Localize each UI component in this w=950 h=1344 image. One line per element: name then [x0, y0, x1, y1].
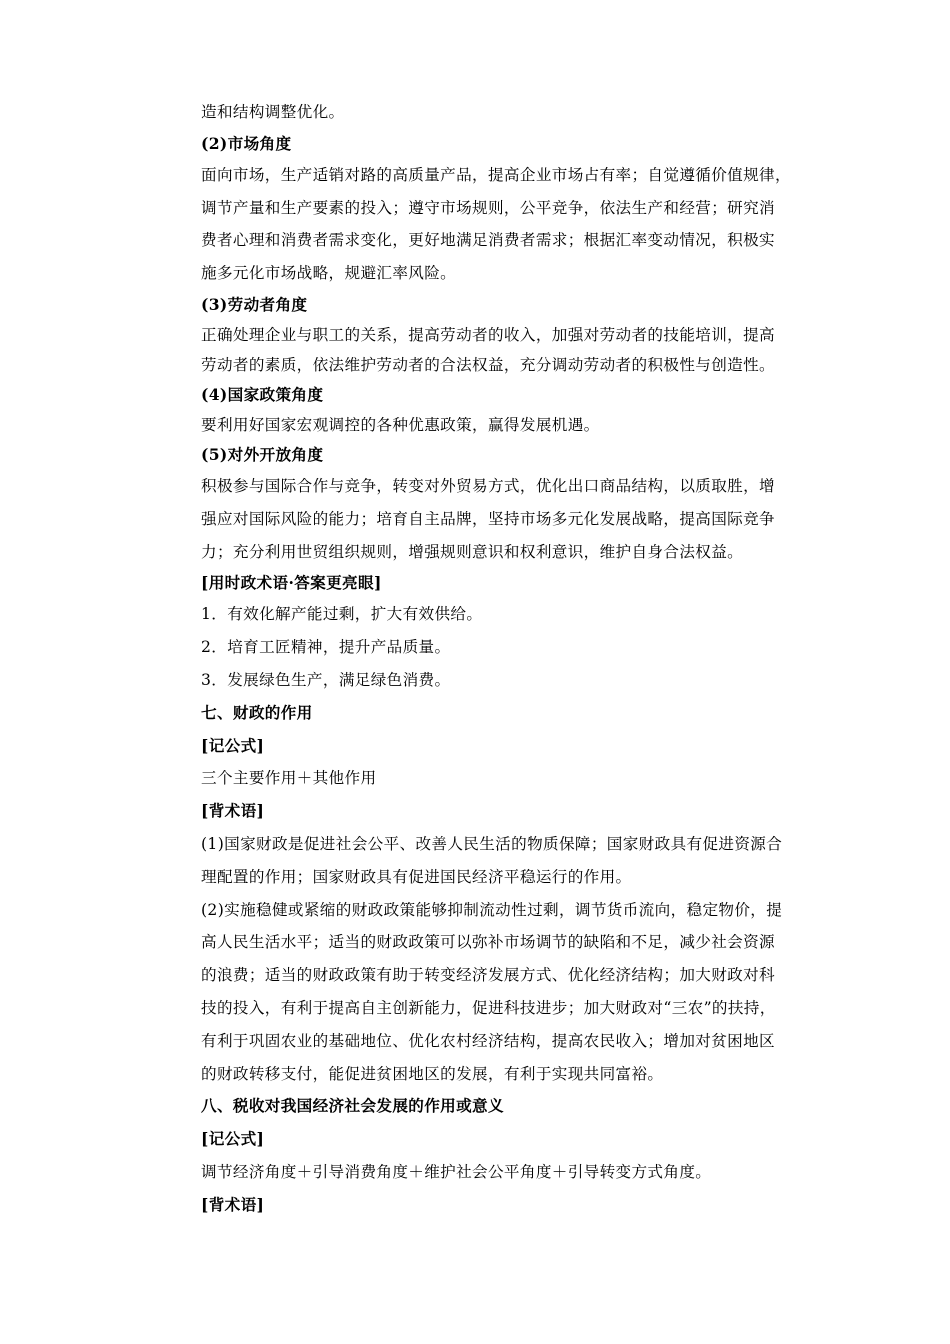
text-line: 强应对国际风险的能力；培育自主品牌，坚持市场多元化发展战略，提高国际竞争 — [201, 509, 775, 528]
text-line: 有利于巩固农业的基础地位、优化农村经济结构，提高农民收入；增加对贫困地区 — [201, 1031, 775, 1050]
text-line: 正确处理企业与职工的关系，提高劳动者的收入，加强对劳动者的技能培训，提高 — [201, 325, 775, 344]
section-heading: (2)市场角度 — [201, 133, 292, 153]
text-line: 3．发展绿色生产，满足绿色消费。 — [201, 670, 451, 689]
text-line: (1)国家财政是促进社会公平、改善人民生活的物质保障；国家财政具有促进资源合 — [201, 834, 783, 853]
text-line: 积极参与国际合作与竞争，转变对外贸易方式，优化出口商品结构，以质取胜，增 — [201, 476, 775, 495]
text-line: (2)实施稳健或紧缩的财政政策能够抑制流动性过剩，调节货币流向，稳定物价，提 — [201, 900, 783, 919]
text-line: 三个主要作用＋其他作用 — [201, 769, 377, 788]
text-line: 理配置的作用；国家财政具有促进国民经济平稳运行的作用。 — [201, 867, 632, 886]
text-line: 面向市场，生产适销对路的高质量产品，提高企业市场占有率；自觉遵循价值规律， — [201, 165, 791, 184]
text-line: 2．培育工匠精神，提升产品质量。 — [201, 638, 451, 657]
section-heading: (3)劳动者角度 — [201, 294, 308, 314]
text-line: 的浪费；适当的财政政策有助于转变经济发展方式、优化经济结构；加大财政对科 — [201, 966, 775, 985]
section-heading: [记公式] — [201, 1129, 265, 1149]
text-line: 造和结构调整优化。 — [201, 103, 345, 121]
text-line: 的财政转移支付，能促进贫困地区的发展，有利于实现共同富裕。 — [201, 1064, 664, 1083]
text-line: 高人民生活水平；适当的财政政策可以弥补市场调节的缺陷和不足，减少社会资源 — [201, 933, 775, 952]
section-heading: [记公式] — [201, 735, 265, 755]
text-line: 施多元化市场战略，规避汇率风险。 — [201, 264, 457, 283]
section-heading: (5)对外开放角度 — [201, 444, 324, 464]
text-line: 调节产量和生产要素的投入；遵守市场规则，公平竞争，依法生产和经营；研究消 — [201, 198, 775, 217]
document-body — [201, 96, 813, 1222]
section-heading: [背术语] — [201, 801, 265, 821]
text-line: 要利用好国家宏观调控的各种优惠政策，赢得发展机遇。 — [201, 415, 600, 434]
section-heading: (4)国家政策角度 — [201, 384, 324, 404]
text-line: 调节经济角度＋引导消费角度＋维护社会公平角度＋引导转变方式角度。 — [201, 1162, 712, 1181]
text-line: 技的投入，有利于提高自主创新能力，促进科技进步；加大财政对“三农”的扶持， — [201, 998, 776, 1017]
text-line: 费者心理和消费者需求变化，更好地满足消费者需求；根据汇率变动情况，积极实 — [201, 231, 775, 250]
text-line: 1．有效化解产能过剩，扩大有效供给。 — [201, 605, 483, 624]
section-heading: [用时政术语·答案更亮眼] — [201, 573, 382, 593]
text-line: 劳动者的素质，依法维护劳动者的合法权益，充分调动劳动者的积极性与创造性。 — [201, 355, 775, 374]
section-heading: 七、财政的作用 — [201, 702, 313, 722]
section-heading: [背术语] — [201, 1194, 265, 1214]
text-line: 力；充分利用世贸组织规则，增强规则意识和权利意识，维护自身合法权益。 — [201, 542, 744, 561]
section-heading: 八、税收对我国经济社会发展的作用或意义 — [201, 1096, 504, 1116]
